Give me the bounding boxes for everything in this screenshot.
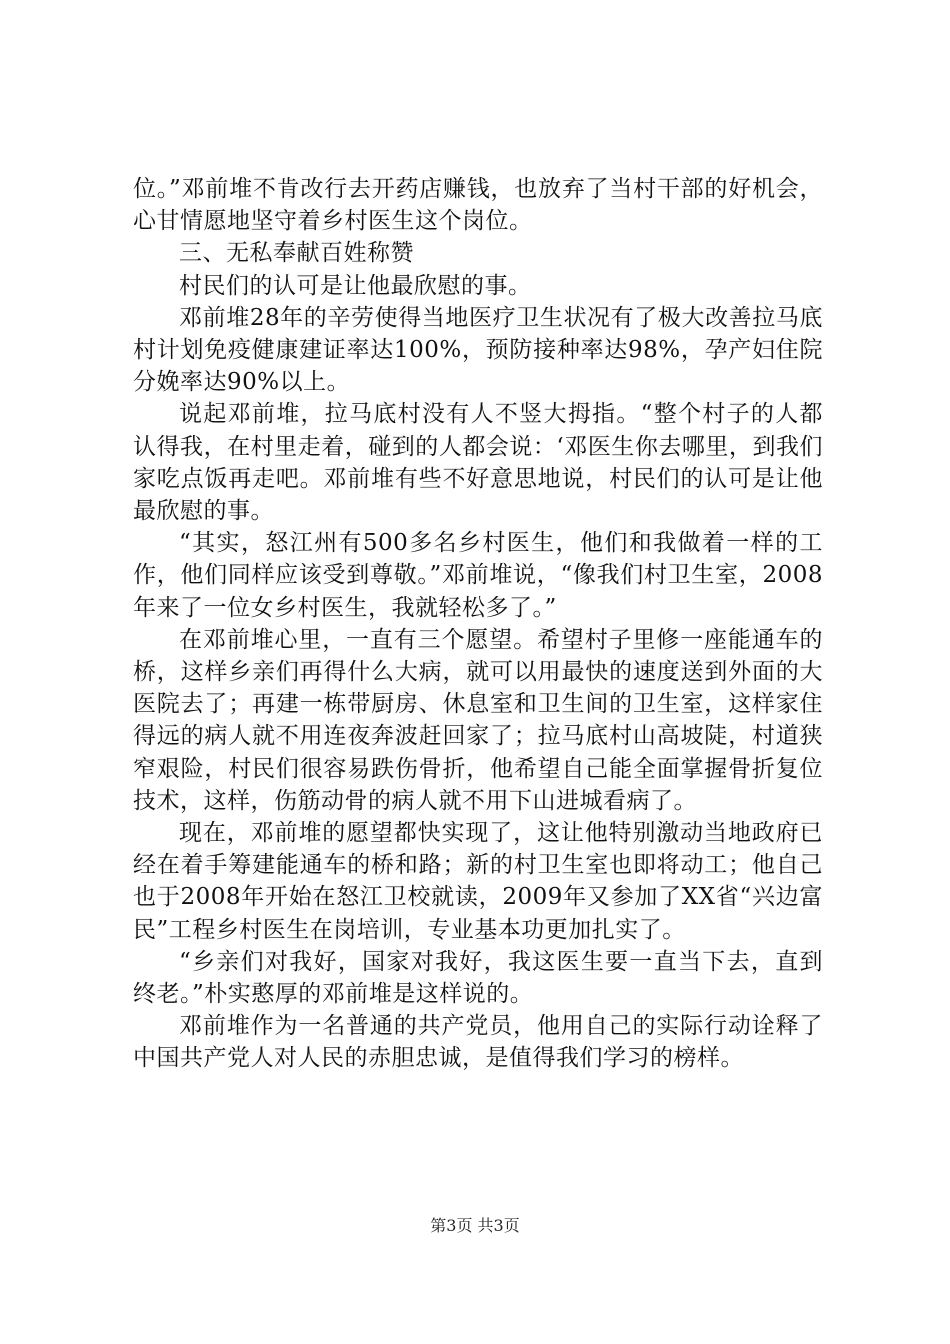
- paragraph: “乡亲们对我好，国家对我好，我这医生要一直当下去，直到终老。”朴实憨厚的邓前堆是这样说的。: [133, 948, 823, 1008]
- paragraph: 在邓前堆心里，一直有三个愿望。希望村子里修一座能通车的桥，这样乡亲们再得什么大病，就可以用最快的速度送到外面的大医院去了；再建一栋带厨房、休息室和卫生间的卫生室，这样家住得远的病人就不用连夜奔波赶回家了；拉马底村山高坡陡，村道狭窄艰险，村民们很容易跌伤骨折，他希望自己能全面掌握骨折复位技术，这样，伤筋动骨的病人就不用下山进城看病了。: [133, 626, 823, 814]
- page-number-footer: 第3页 共3页: [430, 1216, 520, 1235]
- paragraph: 村民们的认可是让他最欣慰的事。: [179, 272, 532, 299]
- paragraph: 位。”邓前堆不肯改行去开药店赚钱，也放弃了当村干部的好机会，心甘情愿地坚守着乡村医生这个岗位。: [133, 176, 823, 235]
- document-body: [133, 173, 823, 1075]
- paragraph: “其实，怒江州有500多名乡村医生，他们和我做着一样的工作，他们同样应该受到尊敬。”邓前堆说，“像我们村卫生室，2008年来了一位女乡村医生，我就轻松多了。”: [133, 530, 823, 621]
- paragraph: 邓前堆28年的辛劳使得当地医疗卫生状况有了极大改善拉马底村计划免疫健康建证率达100%，预防接种率达98%，孕产妇住院分娩率达90%以上。: [133, 304, 823, 396]
- paragraph: 说起邓前堆，拉马底村没有人不竖大拇指。“整个村子的人都认得我，在村里走着，碰到的人都会说：‘邓医生你去哪里，到我们家吃点饭再走吧。邓前堆有些不好意思地说，村民们的认可是让他最欣慰的事。: [133, 401, 823, 525]
- paragraph: 邓前堆作为一名普通的共产党员，他用自己的实际行动诠释了中国共产党人对人民的赤胆忠诚，是值得我们学习的榜样。: [133, 1013, 823, 1072]
- section-heading: 三、无私奉献百姓称赞: [179, 240, 414, 267]
- paragraph: 现在，邓前堆的愿望都快实现了，这让他特别激动当地政府已经在着手筹建能通车的桥和路；新的村卫生室也即将动工；他自己也于2008年开始在怒江卫校就读，2009年又参加了XX省“兴边富民”工程乡村医生在岗培训，专业基本功更加扎实了。: [133, 820, 823, 943]
